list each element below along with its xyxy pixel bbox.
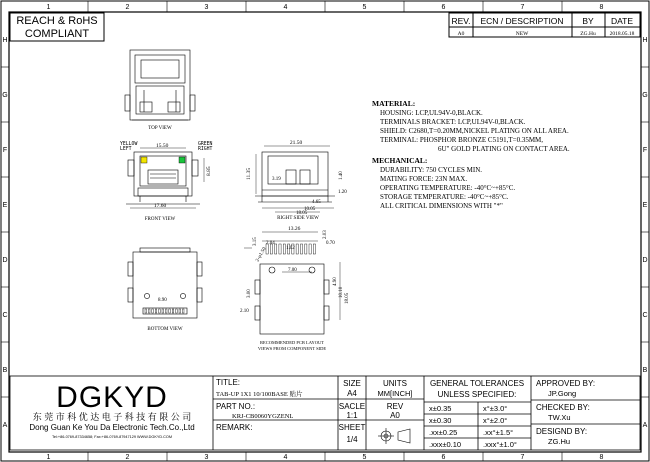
mechanical-line-5: ALL CRITICAL DIMENSIONS WITH "*" xyxy=(380,202,503,210)
grid-row-right-H: H xyxy=(642,37,648,44)
grid-col-top-3: 3 xyxy=(204,4,209,11)
pcb-layout xyxy=(255,264,329,334)
rev-header-date: DATE xyxy=(610,16,634,26)
pcb-pad xyxy=(296,244,298,254)
mechanical-line-3: OPERATING TEMPERATURE: -40°C~+85°C. xyxy=(380,184,516,192)
dim-3-15: 3.15 xyxy=(253,237,258,246)
rev-header-by: BY xyxy=(582,16,594,26)
compliance-line1: REACH & RoHS xyxy=(16,15,98,27)
tol-linear-2: x±0.30 xyxy=(429,416,452,425)
dim-17-60: 17.60 xyxy=(153,203,167,209)
dim-3-19: 3.19 xyxy=(272,177,281,182)
rev-header-rev: REV. xyxy=(451,16,471,26)
size-label: SIZE xyxy=(343,379,361,388)
dim-11-35: 11.35 xyxy=(246,167,252,180)
grid-row-left-H: H xyxy=(2,37,8,44)
tol-linear-4: .xxx±0.10 xyxy=(429,440,462,449)
sheet-label: SHEET xyxy=(338,423,366,432)
approved-label: APPROVED BY: xyxy=(536,379,596,388)
designed-label: DESIGND BY: xyxy=(536,427,588,436)
dim-21-50: 21.50 xyxy=(289,140,303,146)
units-value: MM[INCH] xyxy=(377,389,413,398)
grid-col-bottom-7: 7 xyxy=(520,454,525,461)
company-name-en: Dong Guan Ke You Da Electronic Tech.Co.,Ltd xyxy=(29,423,195,432)
dim-10-10: 10.10 xyxy=(339,286,344,298)
grid-row-left-A: A xyxy=(2,422,8,429)
bottom-pin xyxy=(169,309,171,313)
projection-symbol xyxy=(378,428,410,444)
bottom-view-label: BOTTOM VIEW xyxy=(147,327,183,332)
green-sub-label: RIGHT xyxy=(198,147,213,152)
grid-col-top-5: 5 xyxy=(362,4,367,11)
dim-1-02: 1.02 xyxy=(286,246,295,251)
tol-linear-3: .xx±0.25 xyxy=(429,428,458,437)
grid-row-left-B: B xyxy=(2,367,8,374)
dim-0-70: 0.70 xyxy=(326,241,335,246)
grid-col-bottom-2: 2 xyxy=(125,454,130,461)
grid-col-top-2: 2 xyxy=(125,4,130,11)
grid-col-top-8: 8 xyxy=(599,4,604,11)
tol-angular-3: .xx°±1.5° xyxy=(483,428,514,437)
yellow-sub-label: LEFT xyxy=(120,147,132,152)
rev-by-value: ZG.Hu xyxy=(580,31,596,37)
grid-row-right-C: C xyxy=(642,312,648,319)
dim-2-04: 2.04 xyxy=(266,241,275,246)
dim-10-05: 10.05 xyxy=(304,207,316,212)
mechanical-line-2: MATING FORCE: 23N MAX. xyxy=(380,175,468,183)
pcb-pad xyxy=(305,244,307,254)
grid-row-left-E: E xyxy=(2,202,8,209)
material-line-3: SHIELD: C2680,T=0.20MM,NICKEL PLATING ON ALL AREA. xyxy=(380,127,569,135)
grid-col-bottom-5: 5 xyxy=(362,454,367,461)
notes xyxy=(372,99,570,210)
dim-3-00: 3.00 xyxy=(247,289,252,298)
sheet-value: 1/4 xyxy=(346,435,358,444)
pcb-pad xyxy=(279,244,281,254)
dim-15-50: 15.50 xyxy=(156,143,169,149)
checked-label: CHECKED BY: xyxy=(536,403,590,412)
compliance-box xyxy=(10,13,104,41)
grid-col-bottom-1: 1 xyxy=(46,454,51,461)
dim-18-05: 18.05 xyxy=(296,211,308,216)
part-no-label: PART NO.: xyxy=(216,402,256,411)
green-led xyxy=(179,157,185,163)
dim-4-65: 4.65 xyxy=(312,200,321,205)
bottom-pin xyxy=(165,309,167,313)
material-title: MATERIAL: xyxy=(372,99,416,108)
tol-angular-1: x°±3.0° xyxy=(483,404,508,413)
pcb-pad xyxy=(309,244,311,254)
grid-col-top-7: 7 xyxy=(520,4,525,11)
scale-label: SACLE xyxy=(338,402,366,411)
pcb-pad xyxy=(313,244,315,254)
dim-2-03: 2.03 xyxy=(323,230,328,239)
company-name-cn: 东 莞 市 科 优 达 电 子 科 技 有 限 公 司 xyxy=(32,412,192,422)
grid-row-left-C: C xyxy=(2,312,8,319)
grid-col-top-6: 6 xyxy=(441,4,446,11)
revision-block xyxy=(449,13,640,37)
bottom-pin xyxy=(148,309,150,313)
title-label: TITLE: xyxy=(216,378,241,387)
grid-col-top-4: 4 xyxy=(283,4,288,11)
dim-8-90: 8.90 xyxy=(158,298,167,303)
dim-1-40: 1.40 xyxy=(339,171,344,180)
bottom-pin xyxy=(182,309,184,313)
bottom-pin xyxy=(179,309,181,313)
mechanical-line-1: DURABILITY: 750 CYCLES MIN. xyxy=(380,166,483,174)
grid-col-bottom-8: 8 xyxy=(599,454,604,461)
dim-8-85: 8.85 xyxy=(206,166,212,176)
tolerance-title-2: UNLESS SPECIFIED: xyxy=(437,390,517,399)
dim-7-00: 7.00 xyxy=(288,268,297,273)
bottom-pin xyxy=(162,309,164,313)
grid-col-top-1: 1 xyxy=(46,4,51,11)
grid-row-right-D: D xyxy=(642,257,648,264)
tol-angular-4: .xxx°±1.0° xyxy=(483,440,517,449)
remark-label: REMARK: xyxy=(216,423,253,432)
grid-row-right-A: A xyxy=(642,422,648,429)
company-contact: Tel:+86-0769-87334658; Fax:+86-0769-87947129 WWW.DGKYD.COM xyxy=(51,435,173,439)
bottom-pin xyxy=(176,309,178,313)
grid-row-left-D: D xyxy=(2,257,8,264)
green-label: GREEN xyxy=(198,142,213,147)
grid-col-bottom-4: 4 xyxy=(283,454,288,461)
tol-angular-2: x°±2.0° xyxy=(483,416,508,425)
tol-linear-1: x±0.35 xyxy=(429,404,452,413)
grid-row-left-F: F xyxy=(2,147,8,154)
bottom-pin xyxy=(159,309,161,313)
rev-value-title: A0 xyxy=(390,411,400,420)
dim-2x1-50: 2-φ1.50 xyxy=(255,246,268,263)
material-line-4: TERMINAL: PHOSPHOR BRONZE C5191,T=0.35MM, xyxy=(380,136,544,144)
tolerance-title-1: GENERAL TOLERANCES xyxy=(429,379,525,388)
rev-header-desc: ECN / DESCRIPTION xyxy=(480,16,564,26)
rev-desc-value: NEW xyxy=(515,31,529,37)
mechanical-line-4: STORAGE TEMPERATURE: -40°C~+85°C. xyxy=(380,193,509,201)
approved-value: JP.Gong xyxy=(548,389,577,398)
yellow-led xyxy=(141,157,147,163)
designed-value: ZG.Hu xyxy=(548,437,571,446)
bottom-pin xyxy=(172,309,174,313)
top-view-label: TOP VIEW xyxy=(148,126,172,131)
part-no-value: KRJ-CB0060YGZENL xyxy=(232,413,294,420)
company-logo: DGKYD xyxy=(56,381,168,414)
dim-13-26: 13.26 xyxy=(288,226,301,232)
grid-row-left-G: G xyxy=(2,92,8,99)
dim-4-90: 4.90 xyxy=(333,277,338,286)
mechanical-title: MECHANICAL: xyxy=(372,156,428,165)
grid-row-right-G: G xyxy=(642,92,648,99)
top-view xyxy=(125,50,195,120)
pcb-label-1: RECOMMENDED PCB LAYOUT xyxy=(259,340,325,345)
material-line-2: TERMINALS BRACKET: LCP,UL94V-0,BLACK. xyxy=(380,118,526,126)
pcb-pad xyxy=(275,244,277,254)
pcb-label-2: VIEWS FROM COMPONENT SIDE xyxy=(257,346,327,351)
bottom-pin xyxy=(152,309,154,313)
right-side-view xyxy=(255,152,335,202)
checked-value: TW.Xu xyxy=(548,413,571,422)
grid-row-right-E: E xyxy=(642,202,648,209)
dim-18-05-pcb: 18.05 xyxy=(345,292,350,304)
material-line-1: HOUSING: LCP,UL94V-0,BLACK. xyxy=(380,109,483,117)
title-value: TAB-UP 1X1 10/100BASE 贴片 xyxy=(216,391,303,398)
size-value: A4 xyxy=(347,389,357,398)
scale-value: 1:1 xyxy=(346,411,358,420)
dim-1-20: 1.20 xyxy=(338,190,347,195)
front-view xyxy=(126,152,200,204)
grid-col-bottom-6: 6 xyxy=(441,454,446,461)
dim-2-10: 2.10 xyxy=(240,309,249,314)
grid-row-right-F: F xyxy=(642,147,648,154)
bottom-pins xyxy=(145,309,184,313)
front-view-label: FRONT VIEW xyxy=(144,217,176,222)
bottom-pin xyxy=(155,309,157,313)
material-line-5: 6U" GOLD PLATING ON CONTACT AREA. xyxy=(438,145,570,153)
bottom-view xyxy=(128,248,202,318)
rev-label: REV xyxy=(386,402,404,411)
yellow-label: YELLOW xyxy=(120,142,138,147)
rev-date-value: 2018.05.18 xyxy=(609,31,635,37)
rev-value: A0 xyxy=(457,31,465,37)
grid-col-bottom-3: 3 xyxy=(204,454,209,461)
pcb-pad xyxy=(300,244,302,254)
grid-row-right-B: B xyxy=(642,367,648,374)
compliance-line2: COMPLIANT xyxy=(24,28,90,40)
units-label: UNITS xyxy=(383,379,407,388)
bottom-pin xyxy=(145,309,147,313)
right-view-label: RIGHT SIDE VIEW xyxy=(277,216,319,221)
